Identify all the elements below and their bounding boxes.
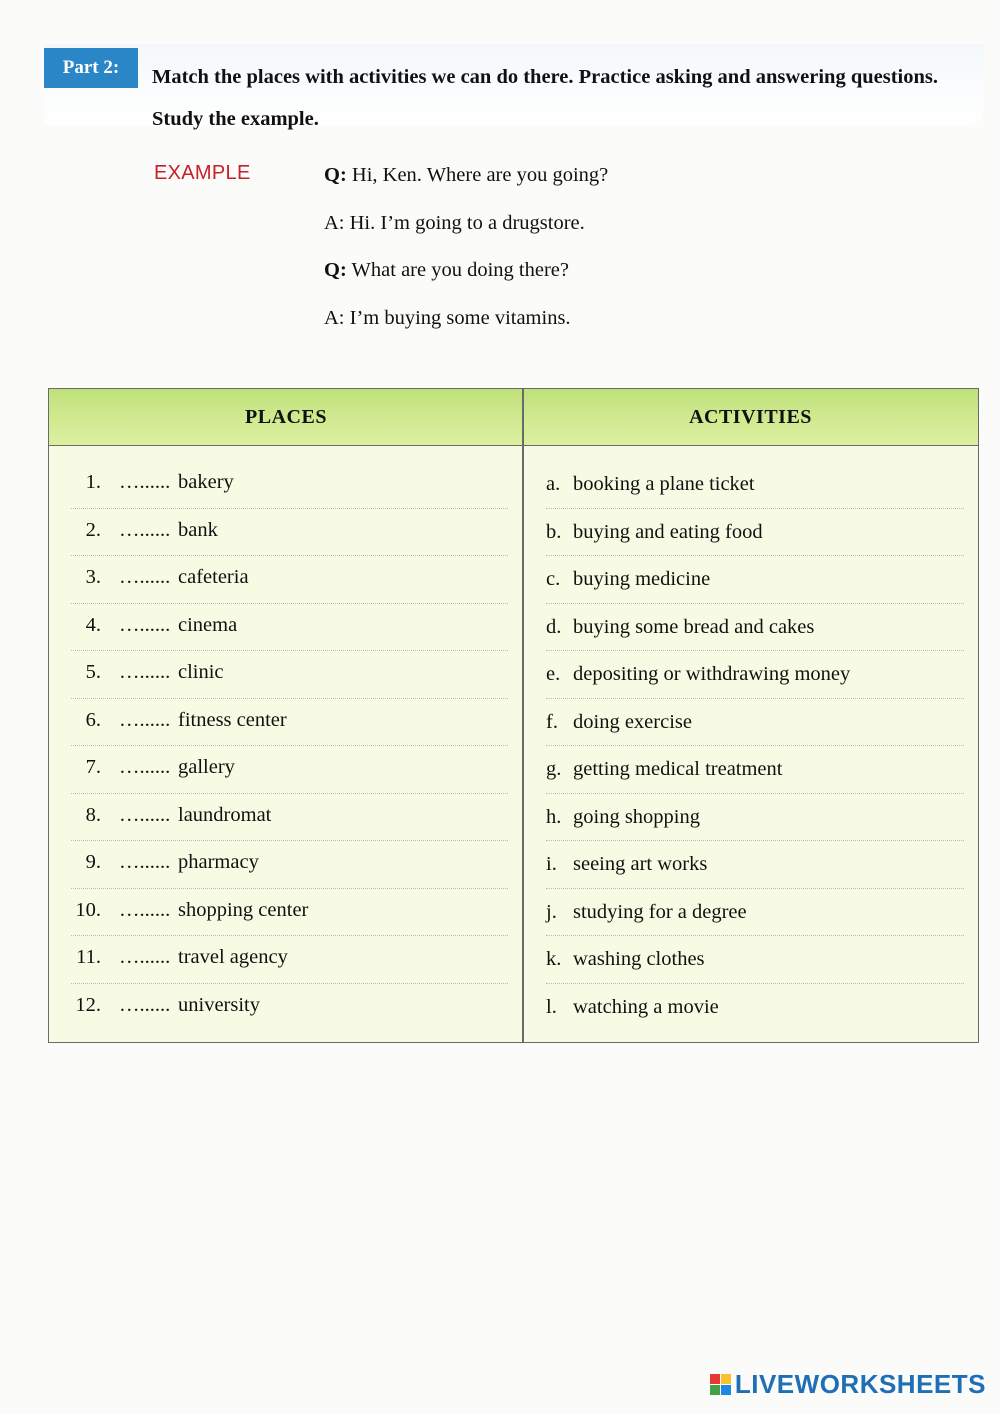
place-name: laundromat: [178, 803, 272, 826]
activity-row: [524, 984, 978, 1032]
place-row: [49, 699, 522, 747]
liveworksheets-brand[interactable]: [710, 1369, 986, 1400]
place-number: 4.: [85, 613, 101, 636]
activity-letter: f.: [546, 710, 558, 733]
activity-letter: a.: [546, 473, 561, 495]
dialogue-text: Hi. I’m going to a drugstore.: [349, 211, 585, 234]
activity-text: buying medicine: [573, 568, 711, 590]
answer-blank[interactable]: …......: [119, 993, 171, 1016]
answer-blank[interactable]: …......: [119, 803, 171, 826]
matching-table: [48, 388, 979, 1043]
example-dialogue: [324, 164, 608, 354]
place-row: [49, 604, 522, 652]
answer-blank[interactable]: …......: [119, 946, 171, 968]
part-badge: Part 2:: [44, 48, 138, 88]
dialogue-speaker: A:: [324, 306, 345, 329]
places-header: PLACES: [245, 405, 327, 428]
activity-text: depositing or withdrawing money: [573, 663, 851, 685]
place-name: clinic: [178, 661, 224, 683]
activity-letter: c.: [546, 568, 561, 590]
place-name: travel agency: [178, 946, 288, 968]
place-number: 12.: [75, 993, 101, 1016]
answer-blank[interactable]: …......: [119, 756, 171, 778]
table-header: [49, 389, 978, 446]
activities-column: [524, 461, 978, 1031]
activity-letter: i.: [546, 853, 557, 875]
place-row: [49, 461, 522, 509]
places-column: [49, 461, 522, 1031]
place-row: [49, 509, 522, 557]
activity-text: buying and eating food: [573, 520, 763, 543]
dialogue-text: I’m buying some vitamins.: [349, 306, 571, 329]
answer-blank[interactable]: …......: [119, 566, 171, 588]
activity-text: studying for a degree: [573, 900, 747, 923]
activity-letter: g.: [546, 758, 562, 780]
activity-row: [524, 841, 978, 889]
place-number: 5.: [85, 661, 101, 683]
answer-blank[interactable]: …......: [119, 613, 171, 636]
activity-letter: b.: [546, 520, 562, 543]
activity-text: booking a plane ticket: [573, 473, 755, 495]
dialogue-line: [324, 259, 608, 307]
activity-row: [524, 746, 978, 794]
answer-blank[interactable]: …......: [119, 661, 171, 683]
place-row: [49, 794, 522, 842]
dialogue-line: [324, 307, 608, 355]
activity-row: [524, 699, 978, 747]
activity-text: doing exercise: [573, 710, 692, 733]
place-name: cinema: [178, 613, 238, 636]
activity-row: [524, 889, 978, 937]
place-row: [49, 746, 522, 794]
answer-blank[interactable]: …......: [119, 518, 171, 541]
place-number: 10.: [75, 898, 101, 921]
place-row: [49, 556, 522, 604]
brand-name: LIVEWORKSHEETS: [734, 1369, 986, 1399]
place-name: university: [178, 993, 260, 1016]
dialogue-line: [324, 164, 608, 212]
activity-text: going shopping: [573, 805, 700, 828]
instructions-text: Match the places with activities we can do there. Practice asking and answering questions. Study the example.: [152, 66, 938, 130]
activity-letter: l.: [546, 995, 557, 1018]
answer-blank[interactable]: …......: [119, 708, 171, 731]
example-label: EXAMPLE: [154, 162, 251, 184]
dialogue-text: What are you doing there?: [351, 259, 569, 281]
activity-letter: d.: [546, 615, 562, 638]
activity-row: [524, 794, 978, 842]
answer-blank[interactable]: …......: [119, 898, 171, 921]
activity-text: washing clothes: [573, 948, 705, 970]
place-number: 7.: [85, 756, 101, 778]
place-number: 1.: [85, 471, 101, 493]
activity-letter: h.: [546, 805, 562, 828]
dialogue-speaker: Q:: [324, 259, 347, 281]
activity-letter: e.: [546, 663, 561, 685]
place-row: [49, 889, 522, 937]
activity-letter: j.: [546, 900, 557, 923]
place-row: [49, 936, 522, 984]
place-number: 2.: [85, 518, 101, 541]
dialogue-speaker: A:: [324, 211, 345, 234]
place-name: gallery: [178, 756, 235, 778]
liveworksheets-logo-icon: [710, 1374, 732, 1396]
place-name: pharmacy: [178, 851, 259, 873]
activity-row: [524, 509, 978, 557]
place-row: [49, 651, 522, 699]
place-name: cafeteria: [178, 566, 249, 588]
place-row: [49, 841, 522, 889]
activity-text: getting medical treatment: [573, 758, 783, 780]
activity-row: [524, 556, 978, 604]
activity-text: seeing art works: [573, 853, 708, 875]
place-name: bank: [178, 518, 218, 541]
place-name: shopping center: [178, 898, 309, 921]
place-number: 9.: [85, 851, 101, 873]
activity-letter: k.: [546, 948, 562, 970]
place-number: 8.: [85, 803, 101, 826]
place-name: bakery: [178, 471, 234, 493]
activity-text: buying some bread and cakes: [573, 615, 815, 638]
answer-blank[interactable]: …......: [119, 471, 171, 493]
activity-row: [524, 461, 978, 509]
answer-blank[interactable]: …......: [119, 851, 171, 873]
activity-text: watching a movie: [573, 995, 719, 1018]
dialogue-speaker: Q:: [324, 164, 347, 186]
activity-row: [524, 936, 978, 984]
place-number: 6.: [85, 708, 101, 731]
dialogue-line: [324, 212, 608, 260]
place-row: [49, 984, 522, 1032]
dialogue-text: Hi, Ken. Where are you going?: [351, 164, 609, 186]
place-number: 3.: [85, 566, 101, 588]
place-name: fitness center: [178, 708, 287, 731]
activity-row: [524, 604, 978, 652]
activities-header: ACTIVITIES: [689, 405, 812, 428]
activity-row: [524, 651, 978, 699]
place-number: 11.: [76, 946, 101, 968]
